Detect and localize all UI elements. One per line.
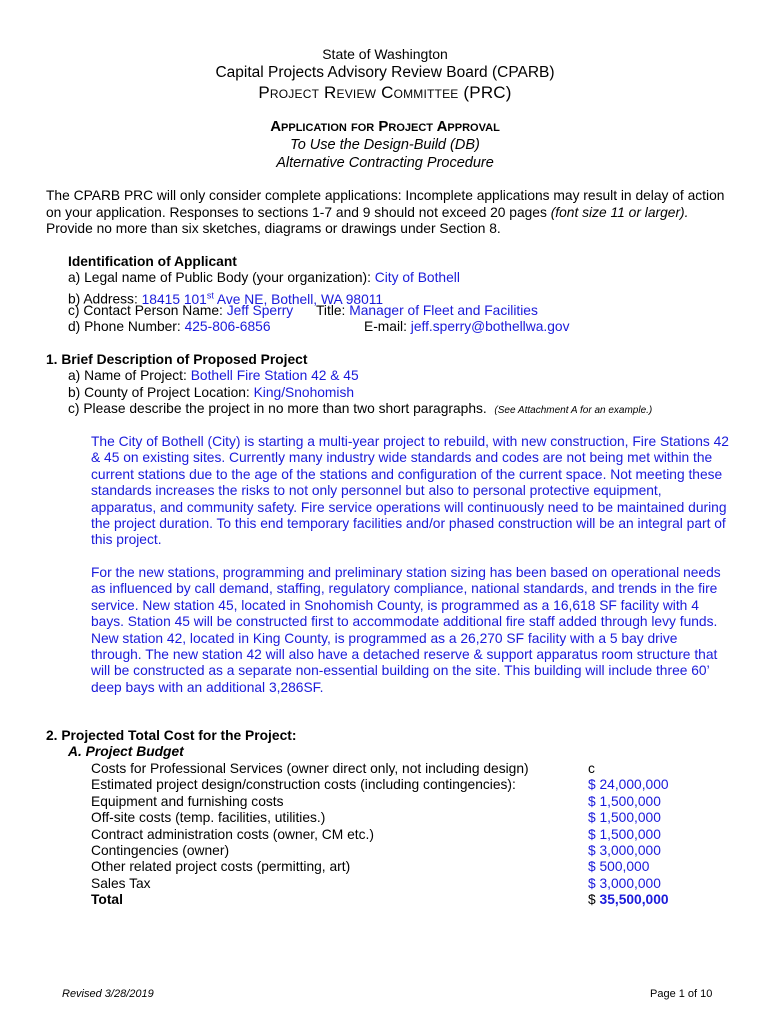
title-line — [316, 303, 538, 319]
county-label: b) County of Project Location: — [68, 385, 254, 400]
legal-name-line — [68, 270, 460, 286]
description-paragraph-1: The City of Bothell (City) is starting a multi-year project to rebuild, with new construction, Fire Stations 42 & 45 on existing sites. Currently many industry wide standards and codes are not being met within the current stations due to the age of the stations and configuration of the current space. Not meeting these standards increases the risks to not only personnel but also to personal protective equipment, apparatus, and community safety. Fire service operations will continuously need to be maintained during the project duration. To this end temporary facilities and/or phased construction will be an integral part of this project. — [91, 434, 729, 548]
attachment-note: (See Attachment A for an example.) — [494, 405, 653, 416]
phone-line — [68, 319, 271, 335]
project-name-value: Bothell Fire Station 42 & 45 — [190, 368, 359, 383]
cost-row-label: Off-site costs (temp. facilities, utilities.) — [91, 810, 326, 826]
cost-row-label: Contingencies (owner) — [91, 843, 230, 858]
intro-text-1: The CPARB PRC will only consider complete applications: Incomplete applications may result in delay of action on your application. Responses to sections 1-7 and 9 should not exceed 20 pages — [46, 188, 725, 220]
address-value-pre: 18415 101 — [141, 291, 207, 307]
total-label: Total — [91, 892, 123, 907]
contact-label: c) Contact Person Name: — [68, 303, 227, 318]
cost-row-value: $ 1,500,000 — [588, 826, 661, 842]
cost-row-label: Costs for Professional Services (owner direct only, not including design) — [91, 761, 529, 776]
cost-row-label: Other related project costs (permitting, art) — [91, 859, 351, 875]
intro-italic: (font size 11 or larger). — [550, 204, 689, 220]
contact-line — [68, 303, 293, 319]
cost-row-value: $ 1,500,000 — [588, 793, 661, 809]
board-line: Capital Projects Advisory Review Board (CPARB) — [215, 64, 555, 81]
intro-text-2: Provide no more than six sketches, diagrams or drawings under Section 8. — [46, 221, 501, 236]
phone-label: d) Phone Number: — [68, 319, 185, 334]
address-label: b) Address: — [68, 291, 142, 307]
cost-row-label: Contract administration costs (owner, CM etc.) — [91, 826, 374, 842]
phone-value: 425-806-6856 — [184, 319, 271, 334]
cost-row-value: $ 3,000,000 — [588, 875, 661, 891]
legal-name-label: a) Legal name of Public Body (your organization): — [68, 270, 375, 285]
contact-value: Jeff Sperry — [226, 303, 294, 318]
project-budget-heading: A. Project Budget — [68, 744, 184, 759]
cost-row-value: $ 3,000,000 — [588, 843, 661, 858]
county-line — [68, 385, 354, 401]
identification-heading: Identification of Applicant — [68, 254, 237, 269]
describe-label: c) Please describe the project in no more than two short paragraphs. — [68, 401, 487, 416]
subtitle-procedure: Alternative Contracting Procedure — [276, 155, 494, 171]
subtitle-db: To Use the Design-Build (DB) — [290, 137, 480, 153]
cost-row-value: $ 1,500,000 — [588, 810, 661, 826]
application-title: Application for Project Approval — [270, 118, 500, 135]
email-value[interactable]: jeff.sperry@bothellwa.gov — [410, 319, 570, 334]
cost-row-label: Sales Tax — [91, 875, 151, 891]
project-name-label: a) Name of Project: — [68, 368, 191, 383]
section1-heading: 1. Brief Description of Proposed Project — [46, 352, 308, 367]
address-sup: st — [206, 290, 214, 300]
describe-line — [68, 401, 652, 419]
page-number: Page 1 of 10 — [650, 988, 713, 1000]
legal-name-value: City of Bothell — [374, 270, 460, 285]
intro-paragraph — [46, 188, 736, 238]
address-value-post: Ave NE, Bothell, WA 98011 — [213, 291, 384, 307]
email-label: E-mail: — [364, 319, 411, 334]
section2-heading: 2. Projected Total Cost for the Project: — [46, 728, 297, 743]
revised-date: Revised 3/28/2019 — [62, 988, 154, 1000]
county-value: King/Snohomish — [253, 385, 355, 400]
cost-row-value: $ 24,000,000 — [588, 777, 669, 793]
state-line: State of Washington — [322, 46, 448, 62]
total-value-line — [588, 892, 669, 908]
cost-row-value: $ 500,000 — [588, 859, 650, 875]
committee-line: Project Review Committee (PRC) — [258, 83, 512, 102]
total-dollar: $ — [588, 892, 600, 907]
project-name-line — [68, 368, 359, 384]
cost-row-label: Estimated project design/construction costs (including contingencies): — [91, 777, 516, 793]
description-paragraph-2: For the new stations, programming and preliminary station sizing has been based on operational needs as influenced by call demand, staffing, regulatory compliance, national standards, and trends in the fire service. New station 45, located in Snohomish County, is programmed as a 16,618 SF facility with 4 bays. Station 45 will be constructed first to accommodate additional fire staff added through levy funds. New station 42, located in King County, is programmed as a 26,270 SF facility with a 5 bay drive through. The new station 42 will also have a detached reserve & support apparatus room structure that will be constructed as a separate non-essential building on the site. This building will include three 60’ deep bays with an additional 3,286SF. — [91, 565, 721, 695]
cost-row-label: Equipment and furnishing costs — [91, 793, 284, 809]
total-value: 35,500,000 — [599, 892, 669, 907]
email-line — [364, 319, 569, 335]
title-label: Title: — [316, 303, 350, 318]
title-value: Manager of Fleet and Facilities — [349, 303, 538, 318]
cost-row-value: c — [588, 761, 595, 776]
